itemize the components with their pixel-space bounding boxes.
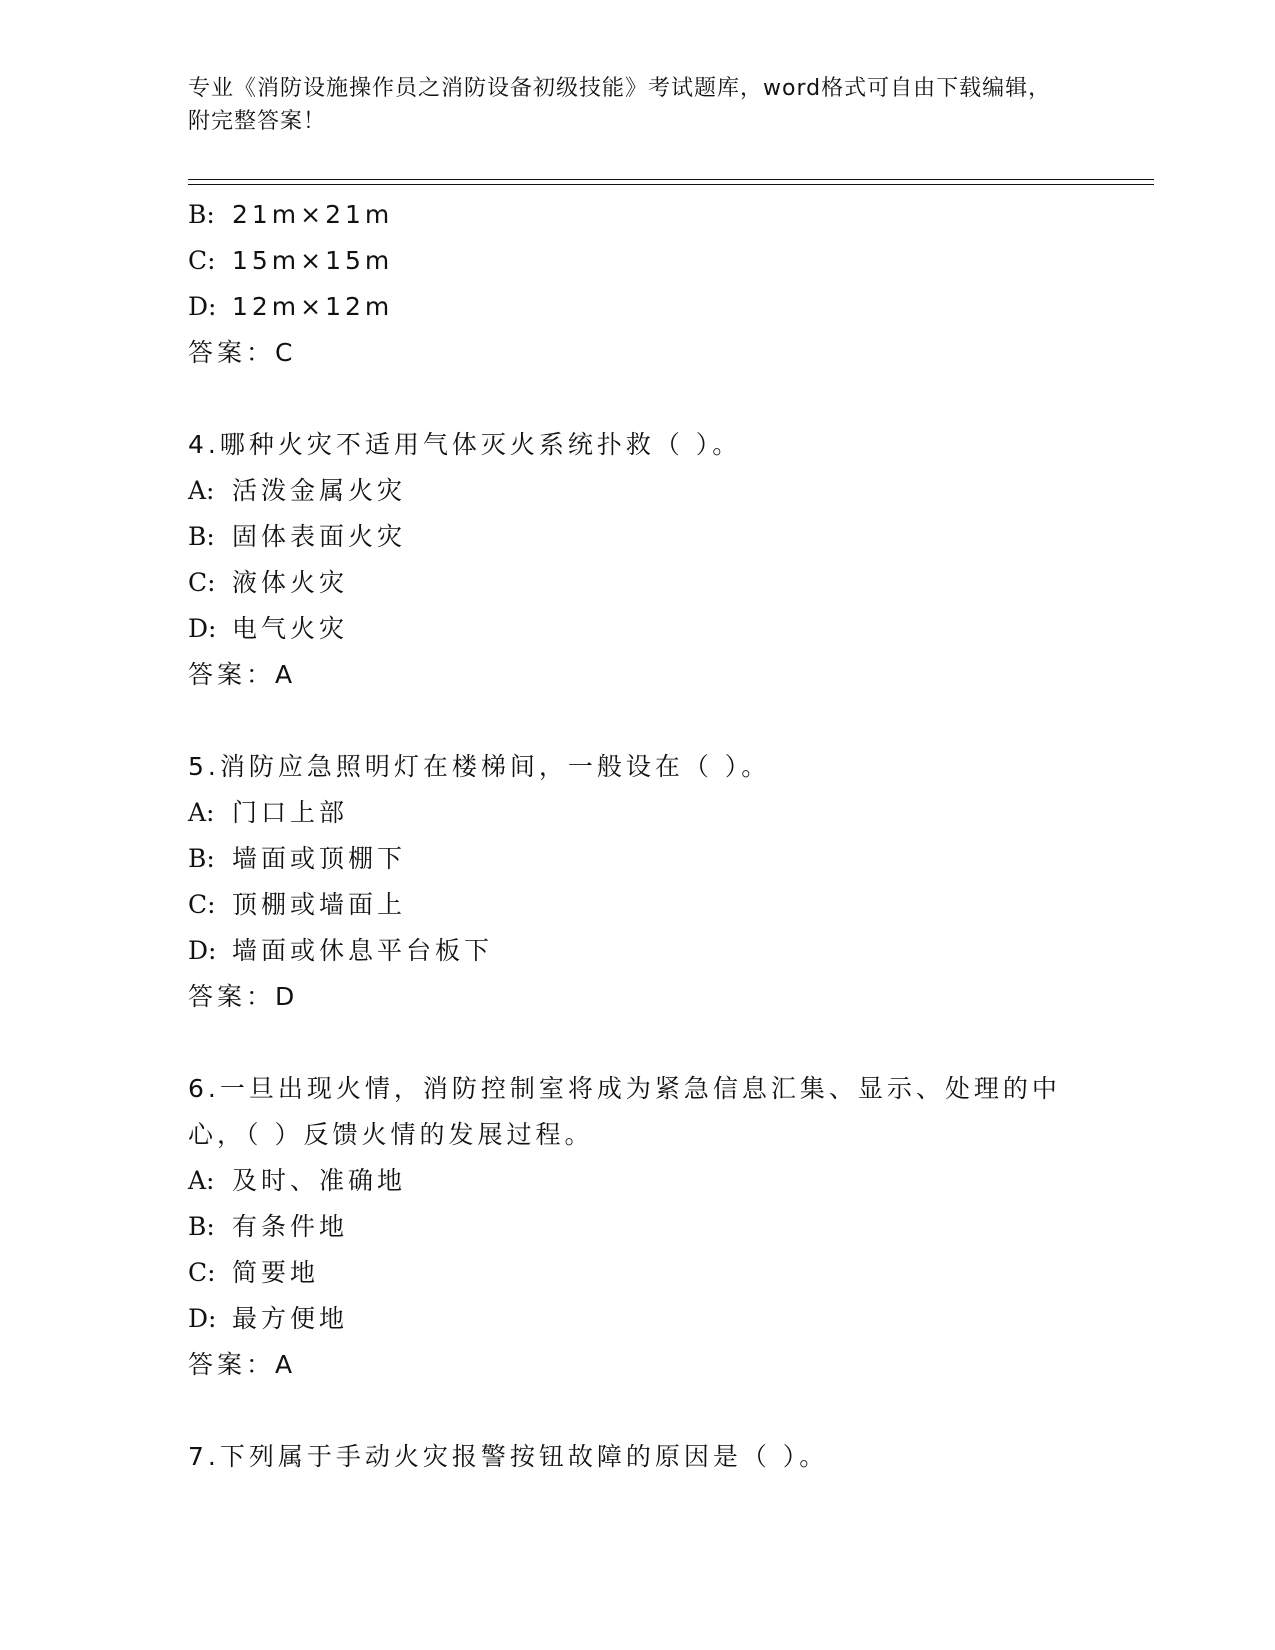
option-text: 及时、准确地 (232, 1166, 407, 1195)
option-text: 液体火灾 (232, 568, 349, 597)
option-letter: B: (188, 522, 215, 551)
option-c (188, 560, 1068, 606)
question-7 (188, 1434, 1068, 1480)
header-divider-top (188, 179, 1154, 180)
question-text: 7.下列属于手动火灾报警按钮故障的原因是（ ）。 (188, 1442, 829, 1471)
document-header: 专业《消防设施操作员之消防设备初级技能》考试题库，word格式可自由下载编辑，附完整答案！ (188, 76, 1052, 134)
question-4 (188, 422, 1068, 698)
option-letter: A: (188, 476, 215, 505)
option-a (188, 1158, 1068, 1204)
question-3-tail (188, 192, 1068, 376)
option-text: 门口上部 (232, 798, 349, 827)
answer-line: 答案：C (188, 338, 297, 367)
answer-line: 答案：A (188, 1350, 297, 1379)
option-text: 活泼金属火灾 (232, 476, 407, 505)
question-list (188, 192, 1068, 1480)
option-d (188, 606, 1068, 652)
option-text: 简要地 (232, 1258, 320, 1287)
option-letter: D: (188, 936, 217, 965)
option-b (188, 192, 1068, 238)
question-6 (188, 1066, 1068, 1388)
option-letter: D: (188, 292, 217, 321)
question-5 (188, 744, 1068, 1020)
option-letter: C: (188, 1258, 216, 1287)
option-text: 固体表面火灾 (232, 522, 407, 551)
option-b (188, 514, 1068, 560)
option-text: 最方便地 (232, 1304, 349, 1333)
option-text: 顶棚或墙面上 (232, 890, 407, 919)
question-text: 4.哪种火灾不适用气体灭火系统扑救（ ）。 (188, 430, 742, 459)
option-text: 15m×15m (232, 246, 394, 275)
spacer (188, 1020, 1068, 1066)
option-letter: B: (188, 844, 215, 873)
option-a (188, 468, 1068, 514)
option-b (188, 836, 1068, 882)
option-a (188, 790, 1068, 836)
option-letter: D: (188, 1304, 217, 1333)
option-letter: A: (188, 1166, 215, 1195)
option-letter: C: (188, 890, 216, 919)
spacer (188, 1388, 1068, 1434)
option-c (188, 1250, 1068, 1296)
question-text: 6.一旦出现火情，消防控制室将成为紧急信息汇集、显示、处理的中心，（ ）反馈火情的发展过程。 (188, 1074, 1061, 1149)
option-text: 墙面或顶棚下 (232, 844, 407, 873)
option-text: 有条件地 (232, 1212, 349, 1241)
option-b (188, 1204, 1068, 1250)
option-text: 墙面或休息平台板下 (232, 936, 494, 965)
option-d (188, 928, 1068, 974)
option-c (188, 238, 1068, 284)
option-text: 12m×12m (232, 292, 394, 321)
spacer (188, 698, 1068, 744)
answer-line: 答案：D (188, 982, 299, 1011)
option-letter: D: (188, 614, 217, 643)
option-letter: B: (188, 200, 215, 229)
option-d (188, 284, 1068, 330)
option-letter: C: (188, 246, 216, 275)
option-text: 电气火灾 (232, 614, 349, 643)
question-text: 5.消防应急照明灯在楼梯间，一般设在（ ）。 (188, 752, 771, 781)
answer-line: 答案：A (188, 660, 297, 689)
option-letter: C: (188, 568, 216, 597)
spacer (188, 376, 1068, 422)
option-text: 21m×21m (232, 200, 394, 229)
header-divider-bottom (188, 184, 1154, 185)
option-c (188, 882, 1068, 928)
option-letter: A: (188, 798, 215, 827)
option-letter: B: (188, 1212, 215, 1241)
option-d (188, 1296, 1068, 1342)
